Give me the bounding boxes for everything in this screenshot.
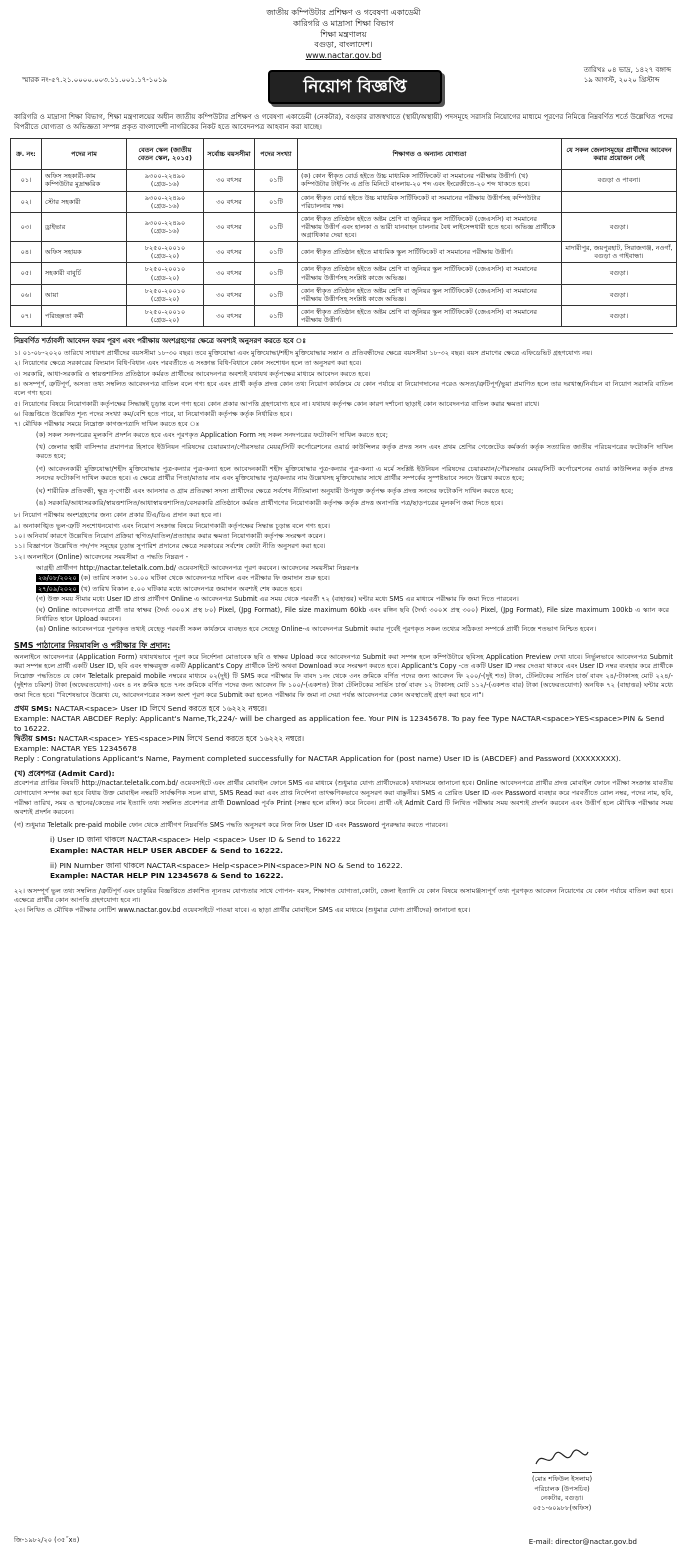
cell-count: ০১টি xyxy=(255,170,298,191)
posts-table xyxy=(10,138,677,327)
help-pin xyxy=(50,861,673,882)
footer xyxy=(10,1438,677,1558)
memo-row xyxy=(10,66,677,106)
condition-item: ২৩। লিখিত ও মৌখিক পরীক্ষার নোটিশ www.nactar.gov.bd ওয়েবসাইটে পাওয়া যাবে। এ ছাড়া প্রার্থীর মোবাইলে SMS এর মাধ্যমে (শুধুমাত্র যোগ্য প্রার্থীদের) জানানো হবে। xyxy=(14,906,471,915)
cell-name: স্টোর সহকারী xyxy=(42,191,127,212)
cell-scale: ৮২৫০-২০০১০ (গ্রেড-২০) xyxy=(127,263,204,284)
help-user-id-text: i) User ID জানা থাকলে NACTAR<space> Help <space> User ID & Send to 16222 xyxy=(50,835,341,845)
notice-date xyxy=(584,66,671,86)
cell-dist: বগুড়া ও পাবনা। xyxy=(562,170,677,191)
sms-second-label: দ্বিতীয় SMS: xyxy=(14,734,57,744)
condition-item: ২। নিয়োগের ক্ষেত্রে সরকারের বিদ্যমান বিধি-বিধান এবং পরবর্তীতে এ সংক্রান্ত বিধি-বিধানে কোন সংশোধন হলে তা অনুসরণ করা হবে। xyxy=(14,359,362,368)
cell-no: ০২। xyxy=(11,191,42,212)
cell-scale: ৮২৫০-২০০১০ (গ্রেড-২০) xyxy=(127,242,204,263)
cell-name: অফিস সহকারী-কাম কম্পিউটার মুদ্রাক্ষরিক xyxy=(42,170,127,191)
cell-no: ০৪। xyxy=(11,242,42,263)
table-row xyxy=(11,191,677,212)
online-start xyxy=(36,574,669,583)
date-bangla: তারিখঃ ০৪ ভাদ্র, ১৪২৭ বঙ্গাব্দ xyxy=(583,65,671,74)
cell-dist: বগুড়া। xyxy=(562,284,677,305)
recovery-text: (গ) শুধুমাত্র Teletalk pre-paid mobile ফোন থেকে প্রার্থীগণ নিম্নবর্ণিত SMS পদ্ধতি অনুসরণ করে নিজ নিজ User ID এবং Password পুনরুদ্ধার করতে পারবেন। xyxy=(14,820,448,829)
condition-item: ১১। বিজ্ঞাপনে উল্লেখিত পদ/পদ সমূহের চূড়ান্ত সুপারিশ প্রদানের ক্ষেত্রে সরকারের সর্বশেষ কোটা নীতি অনুসরণ করা হবে। xyxy=(14,542,326,551)
cell-dist xyxy=(562,191,677,212)
condition-item: ২২। অসম্পূর্ণ ভুল তথ্য সম্বলিত /ত্রুটিপূর্ণ এবং চাকুরির বিজ্ঞপ্তিতে প্রকাশিত ন্যূনতম যোগ্যতার সাথে গোপন- বয়স, শিক্ষাগত যোগ্যতা,কোটা, জেলা ইত্যাদি যে কোন বিষয়ে অসামঞ্জস্যপূর্ণ তথ্য পূরণকৃত আবেদন নিয়োগের যে কোন পর্যায়ে বাতিল করা হবে। এক্ষেত্রে প্রার্থীর কোন আপত্তি গ্রহণযোগ্য হবে না। xyxy=(14,886,673,905)
cell-qual: কোন স্বীকৃত প্রতিষ্ঠান হইতে অষ্টম শ্রেণি বা জুনিয়র স্কুল সার্টিফিকেট (জেএসসি) বা সমমানের পরীক্ষায় উত্তীর্ণসহ সংশ্লিষ্ট কাজে অভিজ্ঞ। xyxy=(298,263,562,284)
cell-scale: ৮২৫০-২০০১০ (গ্রেড-২০) xyxy=(127,284,204,305)
admit-card-heading: (খ) প্রবেশপত্র (Admit Card): xyxy=(14,769,115,779)
sms-first-text: NACTAR<space> User ID লিখে Send করতে হবে ১৬২২২ নম্বরে। xyxy=(54,704,267,714)
cell-dist: বগুড়া। xyxy=(562,212,677,241)
signer-phone: ০৫১-৬০৯৮৮(অফিস) xyxy=(532,1503,592,1512)
condition-item: ৯। অনাকাঙ্খিত ভুল-ত্রুটি সংশোধনযোগ্য এবং নিয়োগ সংক্রান্ত বিষয়ে নিয়োগকারী কর্তৃপক্ষের সিদ্ধান্ত চূড়ান্ত বলে গণ্য হবে। xyxy=(14,521,331,530)
sms-second-example: Example: NACTAR YES 12345678 xyxy=(14,744,137,754)
online-fee: (গ) উক্ত সময় সীমার মধ্যে User ID প্রাপ্ত প্রার্থীগণ Online এ আবেদনপত্র Submit এর সময় থেকে পরবর্তী ৭২ (বাহাত্তর) ঘন্টার মধ্যে SMS এর মাধ্যমে পরীক্ষার ফি জমা দিতে পারবেন। xyxy=(36,595,519,604)
start-text: (ক) তারিখ সকাল ১০.০০ ঘটিকা থেকে আবেদনপত্র দাখিল এবং পরীক্ষার ফি জমাদান শুরু হবে। xyxy=(80,574,330,583)
cell-name: অফিস সহায়ক xyxy=(42,242,127,263)
cell-qual: কোন স্বীকৃত প্রতিষ্ঠান হইতে অষ্টম শ্রেণি বা জুনিয়র স্কুল সার্টিফিকেট (জেএসসি) বা সমমানের পরীক্ষায় উত্তীর্ণ। xyxy=(298,305,562,326)
cell-count: ০১টি xyxy=(255,263,298,284)
end-date: ২৭/০৯/২০২০ xyxy=(38,584,77,593)
col-count: পদের সংখ্যা xyxy=(255,139,298,170)
condition-item: ১২। অনলাইনে (Online) আবেদনের সময়সীমা ও পদ্ধতি নিম্নরূপ - xyxy=(14,552,189,561)
cell-name: আয়া xyxy=(42,284,127,305)
cell-age: ৩০ বৎসর xyxy=(204,284,255,305)
start-date: ২৬/০৮/২০২০ xyxy=(38,574,77,583)
condition-item: ৫। নিয়োগের বিষয়ে নিয়োগকারী কর্তৃপক্ষের সিদ্ধান্তই চূড়ান্ত বলে গণ্য হবে। কোন প্রকার আপত্তি গ্রহণযোগ্য হবে না। যথাযথ কর্তৃপক্ষ কোন কারণ দর্শানো ছাড়াই কোন আবেদনপত্র বাতিল করার ক্ষমতা রাখে। xyxy=(14,399,540,408)
cell-name: সহকারী বাবুর্চি xyxy=(42,263,127,284)
signer-name: (মোঃ শফিউল ইসলাম) xyxy=(531,1475,593,1483)
col-scale: বেতন স্কেল (জাতীয় বেতন স্কেল, ২০১৫) xyxy=(127,139,204,170)
document-item: (খ) জেলার স্থায়ী বাসিন্দার প্রমাণপত্র হিসাবে ইউনিয়ন পরিষদের চেয়ারম্যান/পৌরসভার মেয়র/সিটি কর্পোরেশনের ওয়ার্ড কাউন্সিলর কর্তৃক প্রদত্ত সনদ এবং প্রথম শ্রেণির গেজেটেড কর্মকর্তা কর্তৃক সত্যায়িত জাতীয় পরিচয়পত্রের ফটোকপি দাখিল করতে হবে; xyxy=(36,443,673,461)
col-post: পদের নাম xyxy=(42,139,127,170)
condition-item: ১০। অনিবার্য কারণে উল্লেখিত নিয়োগ প্রক্রিয়া স্থগিত/বাতিল/প্রত্যাহার করার ক্ষমতা নিয়োগকারী কর্তৃপক্ষ সংরক্ষণ করেন। xyxy=(14,532,326,540)
signer-org: নেকটার, বগুড়া। xyxy=(540,1494,584,1503)
table-row xyxy=(11,263,677,284)
document-item: (ঙ) সরকারি/আধাসরকারি/স্বায়ত্তশাসিত/আধাস্বায়ত্তশাসিত/বেসরকারি প্রতিষ্ঠানে কর্মরত প্রার্থীগণের নিয়োগকারী কর্তৃপক্ষ কর্তৃক প্রদত্ত অনাপত্তি পত্র/ছাড়পত্রের মূলকপি জমা দিতে হবে। xyxy=(36,498,504,507)
condition-item: ৭। মৌখিক পরীক্ষার সময়ে নিম্নোক্ত কাগজপত্রাদি দাখিল করতে হবে ঃ xyxy=(14,420,200,429)
cell-age: ৩০ বৎসর xyxy=(204,212,255,241)
cell-no: ০৭। xyxy=(11,305,42,326)
col-districts: যে সকল জেলাসমূহের প্রার্থীদের আবেদন করার প্রয়োজন নেই xyxy=(562,139,677,170)
signature-block xyxy=(487,1446,637,1513)
location: বগুড়া, বাংলাদেশ। xyxy=(314,40,373,50)
signer-role: পরিচালক (উপসচিব) xyxy=(534,1484,590,1493)
cell-scale: ৯৩০০-২২৪৯০ (গ্রেড-১৬) xyxy=(127,191,204,212)
col-qualification: শিক্ষাগত ও অন্যান্য যোগ্যতা xyxy=(298,139,562,170)
intro-paragraph: কারিগরি ও মাদ্রাসা শিক্ষা বিভাগ, শিক্ষা মন্ত্রণালয়ের অধীন জাতীয় কম্পিউটার প্রশিক্ষণ ও গবেষণা একাডেমী (নেকটার), বগুড়ার রাজস্বখাতে (স্থায়ী/অস্থায়ী) পদসমূহে সরাসরি নিয়োগের মাধ্যমে পূরণের নিমিত্তে নিম্নবর্ণিত শর্তে উল্লেখিত পদের বিপরীতে যোগ্যতা ও অভিজ্ঞতা সম্পন্ন প্রকৃত বাংলাদেশী নাগরিকের নিকট হতে আবেদনপত্র আহবান করা যাচ্ছে। xyxy=(14,112,673,132)
memo-number: স্মারক নং-৫৭.২১.০০০০.০০৩.১১.০০১.১৭-১০১৯ xyxy=(22,75,167,84)
documents-list xyxy=(36,431,673,509)
email-link[interactable]: E-mail: director@nactar.gov.bd xyxy=(528,1538,637,1546)
help-user-id-example: Example: NACTAR HELP USER ABCDEF & Send to 16222. xyxy=(50,845,283,855)
help-pin-example: Example: NACTAR HELP PIN 12345678 & Send to 16222. xyxy=(50,871,284,881)
notice-page xyxy=(10,8,677,917)
cell-count: ০১টি xyxy=(255,212,298,241)
online-application-block xyxy=(36,564,669,635)
sms-first-example: Example: NACTAR ABCDEF Reply: Applicant's Name,Tk,224/- will be charged as application fee. Your PIN is 12345678. To pay fee Type NACTAR<space>YES<space>PIN & Send to 16222. xyxy=(14,714,665,734)
division-name: কারিগরি ও মাদ্রাসা শিক্ষা বিভাগ xyxy=(293,18,394,28)
cell-scale: ৯৩০০-২২৪৯০ (গ্রেড-১৬) xyxy=(127,212,204,241)
online-upload: (ঘ) Online আবেদনপত্রে প্রার্থী তার স্বাক্ষর (দৈর্ঘ্য ৩০০× প্রস্থ ৮০) Pixel, (Jpg Format), File size maximum 60kb এবং রঙ্গিন ছবি (দৈর্ঘ্য ৩০০× প্রস্থ ৩০০) Pixel, (Jpg Format), File size maximum 100kb এ স্ক্যান করে নির্ধারিত স্থানে Upload করবেন। xyxy=(36,605,669,623)
online-end xyxy=(36,585,669,594)
sms-instructions: অনলাইনে আবেদনপত্র (Application Form) যথাযথভাবে পূরণ করে নির্দেশনা মোতাবেক ছবি ও স্বাক্ষর Upload করে আবেদনপত্র Submit করা সম্পন্ন হলে কম্পিউটারে ছবিসহ Application Preview দেখা যাবে। নির্ভুলভাবে আবেদনপত্র Submit করা সম্পন্ন হলে প্রার্থী একটি User ID, ছবি এবং স্বাক্ষরযুক্ত একটি Applicant's Copy প্রার্থীকে প্রিন্ট অথবা Download করে সংরক্ষণ করতে হবে। Applicant's Copy -তে একটি User ID নম্বর দেওয়া থাকবে এবং User ID নম্বর ব্যবহার করে প্রার্থীকে নিম্নোক্ত পদ্ধতিতে যে কোন Teletalk prepaid mobile নম্বরের মাধ্যমে ০২(দুই) টি SMS করে পরীক্ষার ফি বাবদ ১নং থেকে ৩নং ক্রমিকে বর্ণিত পদের জন্য আবেদন ফি ২০০/-(দুই শত) টাকা, টেলিটকের সার্ভিস চার্জ বাবদ ২৪/-টাকাসহ মোট ২২৪/- (দুইশত চব্বিশ) টাকা (অফেরতযোগ্য) এবং ৪ নং ক্রমিক হতে ৭নং ক্রমিকে বর্ণিত পদের জন্য আবেদন ফি ১০০/-(একশত) টাকা টেলিটকের সার্ভিস চার্জ বাবদ ১২ টাকাসহ মোট ১১২/-(একশত বার) টাকা (অফেরতযোগ্য) অনধিক ৭২ (বাহাত্তর) ঘন্টার মধ্যে জমা দিতে হবে। "বিশেষভাবে উল্লেখ্য যে, আবেদনপত্রের সকল অংশ পূরণ করে Submit করা হলেও পরীক্ষার ফি জমা না দেয়া পর্যন্ত আবেদনপত্র কোন অবস্থাতেই গ্রহণ করা হবে না"। xyxy=(14,652,673,699)
cell-count: ০১টি xyxy=(255,284,298,305)
condition-item: ৩। সরকারি, আধা-সরকারি ও স্বায়ত্তশাসিত প্রতিষ্ঠানে কর্মরত প্রার্থীদের আবেদনপত্র অবশ্যই যথাযথ কর্তৃপক্ষের মাধ্যমে আবেদন করতে হবে। xyxy=(14,369,371,378)
sms-heading: SMS পাঠানোর নিয়মাবলি ও পরীক্ষার ফি প্রদান: xyxy=(14,640,171,650)
end-text: (খ) তারিখ বিকাল ৫.০০ ঘটিকার মধ্যে আবেদনপত্র জমাদান অবশ্যই শেষ করতে হবে। xyxy=(80,584,302,593)
cell-count: ০১টি xyxy=(255,191,298,212)
cell-count: ০১টি xyxy=(255,242,298,263)
sms-reply: Reply : Congratulations Applicant's Name, Payment completed successfully for NACTAR Application for (post name) User ID is (ABCDEF) and Password (XXXXXXXX). xyxy=(14,754,621,764)
cell-qual: কোন স্বীকৃত বোর্ড হইতে উচ্চ মাধ্যমিক সার্টিফিকেট বা সমমানের পরীক্ষায় উত্তীর্ণসহ কম্পিউটার পরিচালনায় দক্ষ। xyxy=(298,191,562,212)
cell-qual: কোন স্বীকৃত প্রতিষ্ঠান হইতে অষ্টম শ্রেণি বা জুনিয়র স্কুল সার্টিফিকেট (জেএসসি) বা সমমানের পরীক্ষায় উত্তীর্ণসহ সংশ্লিষ্ট কাজে অভিজ্ঞ। xyxy=(298,284,562,305)
cell-count: ০১টি xyxy=(255,305,298,326)
cell-no: ০১। xyxy=(11,170,42,191)
cell-age: ৩০ বৎসর xyxy=(204,242,255,263)
table-header-row xyxy=(11,139,677,170)
table-row xyxy=(11,212,677,241)
table-row xyxy=(11,170,677,191)
admit-card-text: প্রবেশপত্র প্রাপ্তির বিষয়টি http://nactar.teletalk.com.bd/ ওয়েবসাইটে এবং প্রার্থীর মোবাইল ফোনে SMS এর মাধ্যমে (শুধুমাত্র যোগ্য প্রার্থীদেরকে) যথাসময়ে জানানো হবে। Online আবেদনপত্রে প্রার্থীর প্রদত্ত মোবাইল ফোনে পরীক্ষা সংক্রান্ত যাবতীয় যোগাযোগ সম্পন্ন করা হবে বিধায় উক্ত মোবাইল নম্বরটি সার্বক্ষণিক সচল রাখা, SMS Read করা এবং প্রাপ্ত নির্দেশনা তাৎক্ষণিকভাবে অনুসরণ করা বাঞ্ছনীয়। SMS এ প্রেরিত User ID এবং Password ব্যবহার করে পরবর্তীতে রোল নম্বর, পদের নাম, ছবি, পরীক্ষা তারিখ, সময় ও স্থানের/কেন্দ্রের নাম ইত্যাদি তথ্য সম্বলিত প্রবেশপত্র প্রার্থী Download পূর্বক Print (সম্ভব হলে রঙ্গিন) করে নিবেন। প্রার্থী এই Admit Card টি লিখিত পরীক্ষার সময় অবশ্যই প্রদর্শন করবেন এবং উত্তীর্ণ হলে মৌখিক পরীক্ষার সময় অবশ্যই প্রদর্শন করবেন। xyxy=(14,779,673,817)
cell-scale: ৮২৫০-২০০১০ (গ্রেড-২০) xyxy=(127,305,204,326)
col-serial: ক্র. নং: xyxy=(11,139,42,170)
cell-dist: বগুড়া। xyxy=(562,263,677,284)
website-link[interactable]: www.nactar.gov.bd xyxy=(305,51,382,61)
cell-dist: মাদারীপুর, জয়পুরহাট, সিরাজগঞ্জ, নওগাঁ, বগুড়া ও গাইবান্ধা। xyxy=(562,242,677,263)
table-row xyxy=(11,284,677,305)
tail-list xyxy=(14,887,673,916)
cell-scale: ৯৩০০-২২৪৯০ (গ্রেড-১৬) xyxy=(127,170,204,191)
sms-first-label: প্রথম SMS: xyxy=(14,704,52,714)
document-item: (গ) আবেদনকারী মুক্তিযোদ্ধা/শহীদ মুক্তিযোদ্ধার পুত্র-কন্যার পুত্র-কন্যা হলে আবেদনকারী শহীদ মুক্তিযোদ্ধার পুত্র-কন্যার পুত্র-কন্যা এ মর্মে সংশ্লিষ্ট ইউনিয়ন পরিষদের চেয়ারম্যান/পৌরসভার মেয়র/সিটি কর্পোরেশনের ওয়ার্ড কাউন্সিলর কর্তৃক প্রদত্ত সনদের ফটোকপি দাখিল করতে হবে। এ ক্ষেত্রে প্রার্থীর পিতা/মাতার নাম এবং মুক্তিযোদ্ধার পুত্র/কন্যার নাম উল্লেখসহ মুক্তিযোদ্ধার সাথে প্রার্থীর সম্পর্কের সুস্পষ্টভাবে সনদে উল্লেখ করতে হবে; xyxy=(36,464,673,483)
sms-second-text: NACTAR<space> YES<space>PIN লিখে Send করতে হবে ১৬২২২ নম্বরে। xyxy=(58,734,305,744)
org-name: জাতীয় কম্পিউটার প্রশিক্ষণ ও গবেষণা একাডেমী xyxy=(266,8,421,17)
cell-qual: কোন স্বীকৃত প্রতিষ্ঠান হইতে অষ্টম শ্রেণি বা জুনিয়র স্কুল সার্টিফিকেট (জেএসসি) বা সমমানের পরীক্ষায় উত্তীর্ণ এবং হালকা ও ভারী যানবাহন চালনার বৈধ লাইসেন্সধারী হতে হবে। অভিজ্ঞ প্রার্থীকে অগ্রাধিকার দেয়া হবে। xyxy=(298,212,562,241)
cell-qual: কোন স্বীকৃত প্রতিষ্ঠান হইতে মাধ্যমিক স্কুল সার্টিফিকেট বা সমমানের পরীক্ষায় উত্তীর্ণ। xyxy=(298,242,562,263)
cell-qual: (ক) কোন স্বীকৃত বোর্ড হইতে উচ্চ মাধ্যমিক সার্টিফিকেট বা সমমানের পরীক্ষায় উত্তীর্ণ। (খ) কম্পিউটার টাইপিং এ প্রতি মিনিটে বাংলায়-২০ শব্দ এবং ইংরেজীতে-২০ শব্দ থাকতে হবে। xyxy=(298,170,562,191)
online-intro: আগ্রহী প্রার্থীগণ http://nactar.teletalk.com.bd/ ওয়েবসাইটে আবেদনপত্র পূরণ করবেন। আবেদনের সময়সীমা নিম্নরূপঃ xyxy=(36,564,360,573)
ad-code: জি-১৯৮২/২০ (৩৫˝x৪) xyxy=(14,1536,80,1544)
document-item: (ঘ) শারীরিক প্রতিবন্ধী, ক্ষুদ্র নৃ-গোষ্ঠী এবং আনসার ও গ্রাম প্রতিরক্ষা সদস্য প্রার্থীদের ক্ষেত্রে সর্বশেষ নীতিমালা অনুযায়ী উপযুক্ত কর্তৃপক্ষ কর্তৃক প্রদত্ত সনদের ফটোকপি দাখিল করতে হবে; xyxy=(36,486,514,495)
sms-first xyxy=(14,704,673,764)
help-pin-text: ii) PIN Number জানা থাকলে NACTAR<space> Help<space>PIN<space>PIN NO & Send to 16222. xyxy=(50,860,403,870)
table-row xyxy=(11,305,677,326)
table-row xyxy=(11,242,677,263)
cell-no: ০৩। xyxy=(11,212,42,241)
condition-item: ৬। বিজ্ঞপ্তিতে উল্লেখিত শূন্য পদের সংখ্যা কম/বেশি হতে পারে, যা নিয়োগকারী কর্তৃপক্ষ কর্তৃক নির্ধারিত হবে। xyxy=(14,410,293,419)
cell-name: ড্রাইভার xyxy=(42,212,127,241)
condition-item: ৮। নিয়োগ পরীক্ষায় অংশগ্রহণের জন্য কোন প্রকার টিএ/ডিএ প্রদান করা হবে না। xyxy=(14,511,222,520)
date-english: ১৯ আগস্ট, ২০২০ খ্রিস্টাব্দ xyxy=(583,75,660,84)
col-age: সর্বোচ্চ বয়সসীমা xyxy=(204,139,255,170)
condition-item: ৪। অসম্পূর্ণ, ত্রুটিপূর্ণ, অসত্য তথ্য সম্বলিত আবেদনপত্র বাতিল বলে গণ্য হবে এবং প্রার্থী কর্তৃক প্রদত্ত কোন তথ্য নিয়োগ কার্যক্রমে যে কোন পর্যায়ে বা নিয়োগদানের পরেও অসত্য/ত্রুটিপূর্ণ/ভুয়া প্রমাণিত হলে তার দরখাস্ত/নির্বাচন বা নিয়োগ সরাসরি বাতিল বলে গণ্য হবে। xyxy=(14,379,674,398)
cell-no: ০৬। xyxy=(11,284,42,305)
conditions-heading: নিম্নবর্ণিত শর্তাবলী আবেদন ফরম পূরণ এবং পরীক্ষায় অংশগ্রহণের ক্ষেত্রে অবশ্যই অনুসরণ করতে হবে ঃ xyxy=(14,333,673,346)
conditions-list xyxy=(14,349,673,635)
cell-name: পরিচ্ছন্নতা কর্মী xyxy=(42,305,127,326)
cell-age: ৩০ বৎসর xyxy=(204,263,255,284)
ministry-name: শিক্ষা মন্ত্রণালয় xyxy=(320,29,367,39)
cell-age: ৩০ বৎসর xyxy=(204,305,255,326)
page-title: নিয়োগ বিজ্ঞপ্তি xyxy=(268,70,442,104)
condition-item: ১। ০১-০৮-২০২০ তারিখে সাধারণ প্রার্থীদের বয়সসীমা ১৮-৩০ বছর। তবে মুক্তিযোদ্ধা এবং মুক্তিযোদ্ধা/শহীদ মুক্তিযোদ্ধার সন্তান ও প্রতিবন্ধীদের ক্ষেত্রে বয়সসীমা ১৮-৩২ বছর। বয়স প্রমাণের ক্ষেত্রে এফিডেভিট গ্রহণযোগ্য নয়। xyxy=(14,348,593,357)
cell-dist: বগুড়া। xyxy=(562,305,677,326)
online-verify: (ঙ) Online আবেদনপত্রে পূরণকৃত তথ্যই যেহেতু পরবর্তী সকল কার্যক্রমে ব্যবহৃত হবে সেহেতু Online-এ আবেদনপত্র Submit করার পূর্বেই পূরণকৃত সকল তথ্যের সঠিকতা সম্পর্কে প্রার্থী নিজে শতভাগ নিশ্চিত হবেন। xyxy=(36,625,597,634)
document-item: (ক) সকল সনদপত্রের মূলকপি প্রদর্শন করতে হবে এবং পূরণকৃত Application Form সহ সকল সনদপত্রের ফটোকপি দাখিল করতে হবে; xyxy=(36,430,388,439)
signature-image xyxy=(532,1446,592,1473)
cell-age: ৩০ বৎসর xyxy=(204,170,255,191)
header xyxy=(10,8,677,62)
cell-no: ০৫। xyxy=(11,263,42,284)
cell-age: ৩০ বৎসর xyxy=(204,191,255,212)
help-user-id xyxy=(50,835,673,856)
